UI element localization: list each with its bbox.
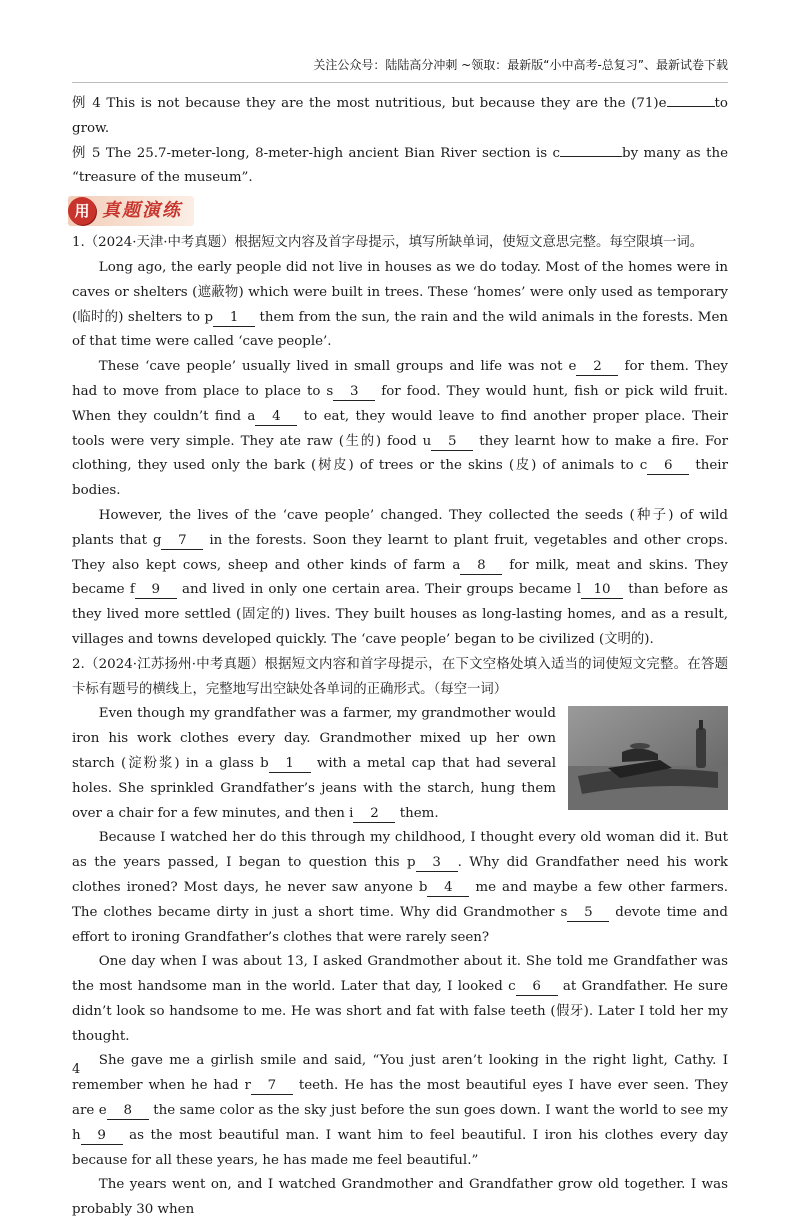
header-divider <box>72 82 728 83</box>
answer-blank-7[interactable]: 7 <box>251 1078 293 1095</box>
page-header: 关注公众号：陆陆高分冲刺 ~领取：最新版“小中高考-总复习”、最新试卷下载 <box>313 58 728 72</box>
answer-blank-6[interactable]: 6 <box>516 979 558 996</box>
answer-blank-4[interactable]: 4 <box>255 409 297 426</box>
page-content <box>72 92 728 1223</box>
task2-paragraph-5: The years went on, and I watched Grandmother and Grandfather grow old together. I was probably 30 when <box>72 1177 728 1218</box>
task1-paragraph-3: However, the lives of the ‘cave people’ changed. They collected the seeds (种子) of wild plants that g 7 in the forests. Soon they learnt to plant fruit, vegetables and other crops. They also kept cows, sheep and other kinds of farm a 8 for milk, meat and skins. They became f 9 and lived in only one certain area. Their groups became l 10 than before as they lived more settled (固定的) lives. They built houses as long-lasting homes, and as a result, villages and towns developed quickly. The ‘cave people’ began to be civilized (文明的). <box>72 507 728 647</box>
ironing-photo <box>568 706 728 810</box>
answer-blank-10[interactable]: 10 <box>581 582 623 599</box>
answer-blank-3[interactable]: 3 <box>416 855 458 872</box>
answer-blank-2[interactable]: 2 <box>576 359 618 376</box>
task2-paragraph-2: Because I watched her do this through my childhood, I thought every old woman did it. But as the years passed, I began to question this p 3 . Why did Grandfather need his work clothes ironed? Most days, he never saw anyone b 4 me and maybe a few other farmers. The clothes became dirty in just a short time. Why did Grandmother s 5 devote time and effort to ironing Grandfather’s clothes that were rarely seen? <box>72 830 728 945</box>
task1-paragraph-2: These ‘cave people’ usually lived in small groups and life was not e 2 for them. They had to move from place to place to s 3 for food. They would hunt, fish or pick wild fruit. When they couldn’t find a 4 to eat, they would leave to find another proper place. Their tools were very simple. They ate raw (生的) food u 5 they learnt how to make a fire. For clothing, they used only the bark (树皮) of trees or the skins (皮) of animals to c 6 their bodies. <box>72 359 728 499</box>
answer-blank-9[interactable]: 9 <box>81 1128 123 1145</box>
answer-blank-7[interactable]: 7 <box>161 533 203 550</box>
task1-paragraph-1: Long ago, the early people did not live in houses as we do today. Most of the homes were in caves or shelters (遮蔽物) which were built in trees. These ‘homes’ were only used as temporary (临时的) shelters to p 1 them from the sun, the rain and the wild animals in the forests. Men of that time were called ‘cave people’. <box>72 259 729 350</box>
answer-blank-4[interactable]: 4 <box>427 880 469 897</box>
section-banner <box>68 195 728 227</box>
task1-instruction: 1.（2024·天津·中考真题）根据短文内容及首字母提示，填写所缺单词，使短文意思完整。每空限填一词。 <box>72 235 704 251</box>
answer-blank-8[interactable]: 8 <box>107 1103 149 1120</box>
answer-blank[interactable] <box>667 106 715 107</box>
answer-blank[interactable] <box>560 156 622 157</box>
section-title: 真题演练 <box>102 199 182 221</box>
answer-blank-6[interactable]: 6 <box>647 458 689 475</box>
answer-blank-8[interactable]: 8 <box>460 558 502 575</box>
answer-blank-1[interactable]: 1 <box>269 756 311 773</box>
task2-instruction: 2.（2024·江苏扬州·中考真题）根据短文内容和首字母提示，在下文空格处填入适当的词使短文完整。在答题卡标有题号的横线上，完整地写出空缺处各单词的正确形式。（每空一词） <box>72 656 728 697</box>
page-number: 4 <box>72 1062 81 1077</box>
task2-paragraph-1: Even though my grandfather was a farmer, my grandmother would iron his work clothes every day. Grandmother mixed up her own starch (淀粉浆) in a glass b 1 with a metal cap that had several holes. She sprinkled Grandfather’s jeans with the starch, hung them over a chair for a few minutes, and then i 2 them. <box>72 706 556 821</box>
task2-paragraph-4: She gave me a girlish smile and said, “You just aren’t looking in the right light, Cathy. I remember when he had r 7 teeth. He has the most beautiful eyes I have ever seen. They are e 8 the same color as the sky just before the sun goes down. I want the world to see my h 9 as the most beautiful man. I want him to feel beautiful. I iron his clothes every day because for all these years, he has made me feel beautiful.” <box>72 1053 729 1168</box>
task2-paragraph-3: One day when I was about 13, I asked Grandmother about it. She told me Grandfather was the most handsome man in the world. Later that day, I looked c 6 at Grandfather. He sure didn’t look so handsome to me. He was short and fat with false teeth (假牙). Later I told her my thought. <box>72 954 728 1044</box>
answer-blank-1[interactable]: 1 <box>213 310 255 327</box>
answer-blank-2[interactable]: 2 <box>353 806 395 823</box>
answer-blank-9[interactable]: 9 <box>135 582 177 599</box>
banner-badge-icon: 用 <box>68 197 96 225</box>
example-5: 例 5 The 25.7-meter-long, 8-meter-high ancient Bian River section is c by many as the “treasure of the museum”. <box>72 145 728 186</box>
example-4: 例 4 This is not because they are the most nutritious, but because they are the (71)e to grow. <box>72 96 728 136</box>
answer-blank-3[interactable]: 3 <box>333 384 375 401</box>
answer-blank-5[interactable]: 5 <box>431 434 473 451</box>
answer-blank-5[interactable]: 5 <box>567 905 609 922</box>
